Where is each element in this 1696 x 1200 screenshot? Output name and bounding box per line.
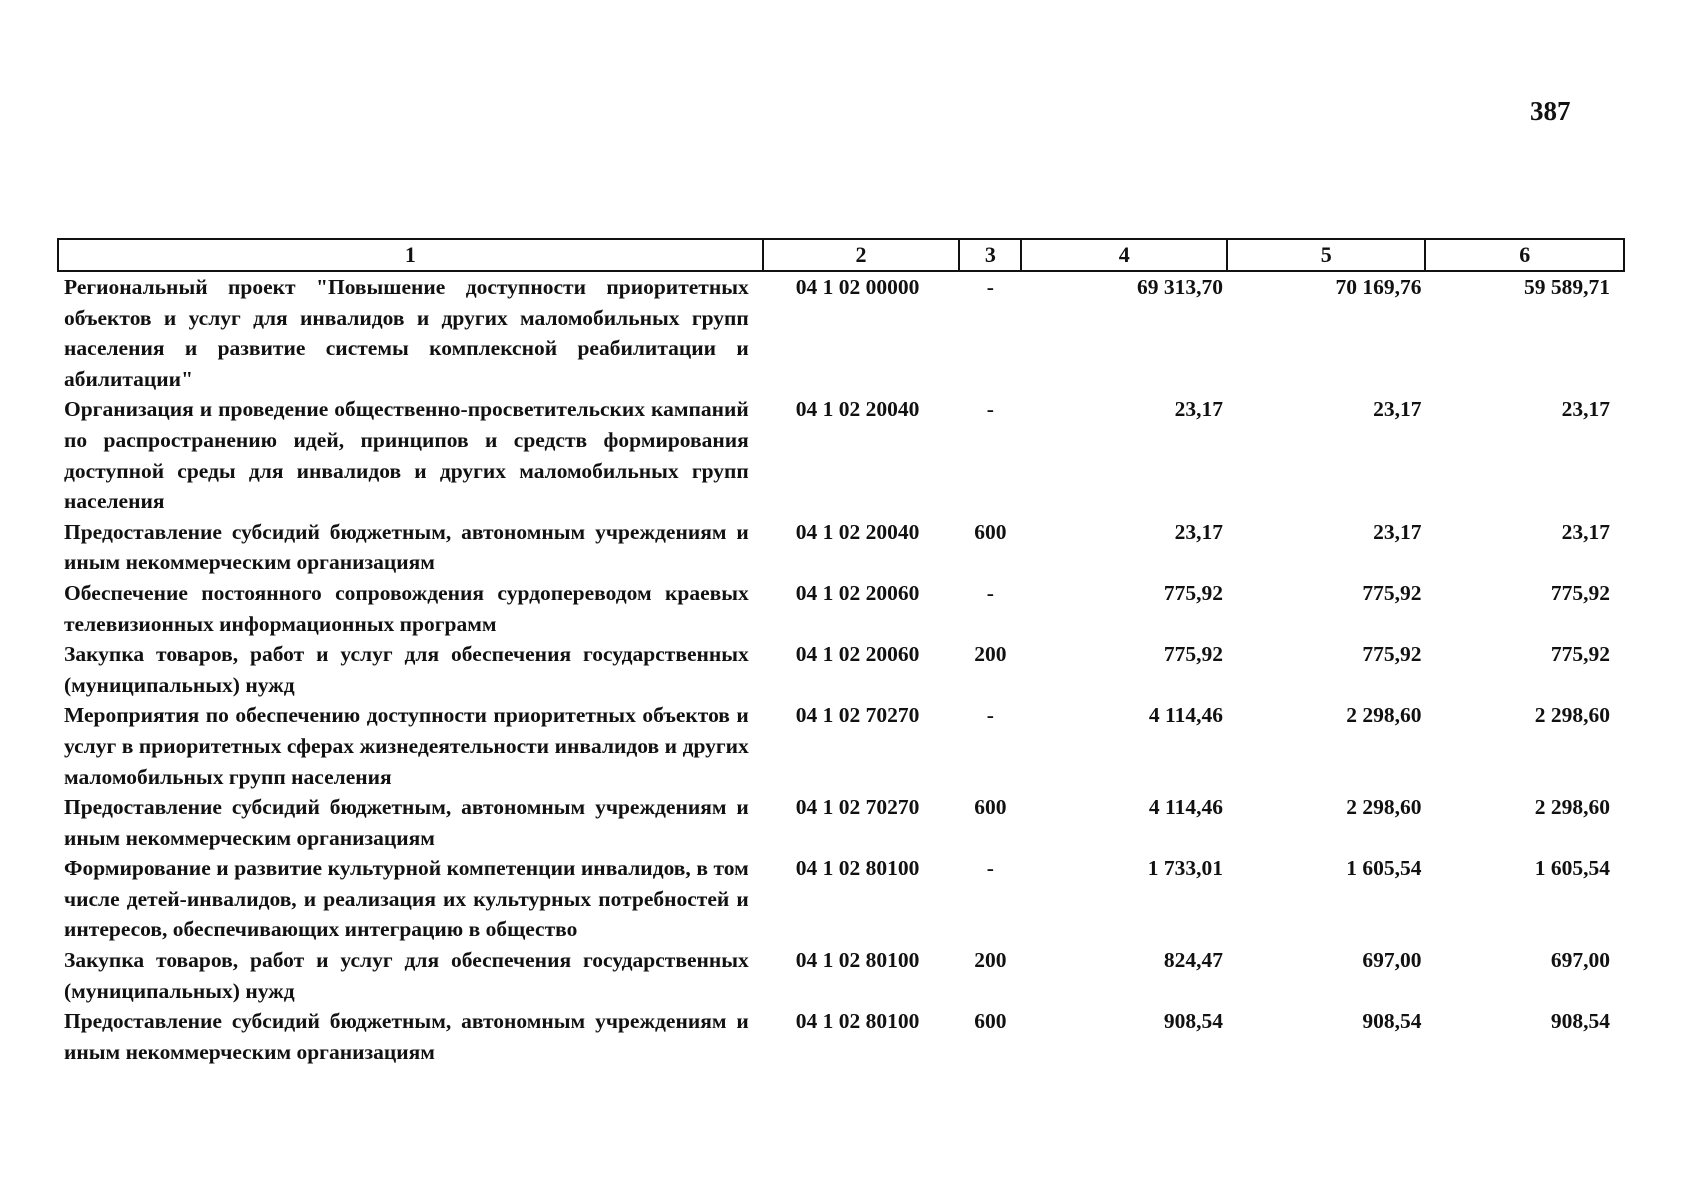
item-name: Мероприятия по обеспечению доступности приоритетных объектов и услуг в приоритетных сферах жизнедеятельности инвалидов и других маломобильных групп населения (64, 703, 749, 789)
target-article-code: 04 1 02 20040 (795, 519, 920, 544)
column-header-2: 2 (763, 239, 960, 271)
amount-col-4: 824,47 (1163, 948, 1223, 973)
expense-type-code: - (986, 580, 994, 605)
amount-col-4: 23,17 (1174, 519, 1223, 544)
target-article-code: 04 1 02 70270 (795, 703, 920, 728)
item-name: Обеспечение постоянного сопровождения сурдопереводом краевых телевизионных информационных программ (64, 580, 749, 636)
amount-col-5: 2 298,60 (1346, 703, 1422, 728)
target-article-code: 04 1 02 00000 (795, 275, 920, 299)
column-header-5: 5 (1227, 239, 1426, 271)
target-article-code: 04 1 02 80100 (795, 1009, 920, 1034)
amount-col-4: 908,54 (1163, 1009, 1223, 1034)
budget-table (57, 238, 1625, 1067)
expense-type-code: 200 (974, 642, 1007, 667)
amount-col-5: 70 169,76 (1335, 275, 1422, 299)
column-header-4: 4 (1021, 239, 1227, 271)
amount-col-6: 1 605,54 (1534, 856, 1610, 881)
amount-col-5: 23,17 (1373, 519, 1422, 544)
table-row (58, 271, 1624, 394)
table-row (58, 517, 1624, 578)
target-article-code: 04 1 02 80100 (795, 948, 920, 973)
table-row (58, 578, 1624, 639)
target-article-code: 04 1 02 20060 (795, 580, 920, 605)
table-row (58, 394, 1624, 516)
expense-type-code: 600 (974, 519, 1007, 544)
target-article-code: 04 1 02 20040 (795, 397, 920, 422)
amount-col-6: 908,54 (1550, 1009, 1610, 1034)
target-article-code: 04 1 02 70270 (795, 795, 920, 820)
table-row (58, 700, 1624, 792)
amount-col-6: 23,17 (1561, 519, 1610, 544)
item-name: Закупка товаров, работ и услуг для обеспечения государственных (муниципальных) нужд (64, 948, 749, 1003)
amount-col-6: 697,00 (1550, 948, 1610, 973)
expense-type-code: - (986, 275, 994, 299)
column-header-6: 6 (1425, 239, 1624, 271)
table-row (58, 945, 1624, 1006)
column-header-3: 3 (959, 239, 1021, 271)
table-row (58, 792, 1624, 853)
amount-col-5: 23,17 (1373, 397, 1422, 422)
item-name: Региональный проект "Повышение доступности приоритетных объектов и услуг для инвалидов и других маломобильных групп населения и развитие системы комплексной реабилитации и абилитации" (64, 275, 749, 391)
target-article-code: 04 1 02 80100 (795, 856, 920, 881)
expense-type-code: 600 (974, 1009, 1007, 1034)
amount-col-6: 2 298,60 (1534, 795, 1610, 820)
amount-col-5: 2 298,60 (1346, 795, 1422, 820)
item-name: Формирование и развитие культурной компетенции инвалидов, в том числе детей-инвалидов, и реализация их культурных потребностей и интересов, обеспечивающих интеграцию в общество (64, 856, 749, 942)
table-row (58, 639, 1624, 700)
expense-type-code: 200 (974, 948, 1007, 973)
amount-col-6: 2 298,60 (1534, 703, 1610, 728)
amount-col-5: 697,00 (1362, 948, 1422, 973)
amount-col-5: 775,92 (1362, 642, 1422, 667)
expense-type-code: - (986, 703, 994, 728)
amount-col-5: 908,54 (1362, 1009, 1422, 1034)
amount-col-4: 775,92 (1163, 642, 1223, 667)
table-row (58, 1006, 1624, 1067)
amount-col-4: 775,92 (1163, 580, 1223, 605)
amount-col-4: 4 114,46 (1148, 795, 1223, 820)
column-header-1: 1 (58, 239, 763, 271)
expense-type-code: - (986, 397, 994, 422)
table-header-row (58, 239, 1624, 271)
amount-col-6: 59 589,71 (1524, 275, 1610, 299)
target-article-code: 04 1 02 20060 (795, 642, 920, 667)
expense-type-code: 600 (974, 795, 1007, 820)
item-name: Предоставление субсидий бюджетным, автономным учреждениям и иным некоммерческим организациям (64, 1009, 749, 1064)
amount-col-4: 1 733,01 (1147, 856, 1223, 881)
item-name: Организация и проведение общественно-просветительских кампаний по распространению идей, принципов и средств формирования доступной среды для инвалидов и других маломобильных групп населения (64, 397, 749, 514)
amount-col-5: 775,92 (1362, 580, 1422, 605)
item-name: Предоставление субсидий бюджетным, автономным учреждениям и иным некоммерческим организациям (64, 795, 749, 850)
amount-col-6: 775,92 (1550, 642, 1610, 667)
amount-col-5: 1 605,54 (1346, 856, 1422, 881)
page-number: 387 (1530, 96, 1571, 126)
amount-col-6: 23,17 (1561, 397, 1610, 422)
amount-col-6: 775,92 (1550, 580, 1610, 605)
table-row (58, 853, 1624, 945)
amount-col-4: 4 114,46 (1148, 703, 1223, 728)
amount-col-4: 23,17 (1174, 397, 1223, 422)
amount-col-4: 69 313,70 (1136, 275, 1223, 299)
expense-type-code: - (986, 856, 994, 881)
item-name: Закупка товаров, работ и услуг для обеспечения государственных (муниципальных) нужд (64, 642, 749, 697)
item-name: Предоставление субсидий бюджетным, автономным учреждениям и иным некоммерческим организациям (64, 519, 749, 575)
